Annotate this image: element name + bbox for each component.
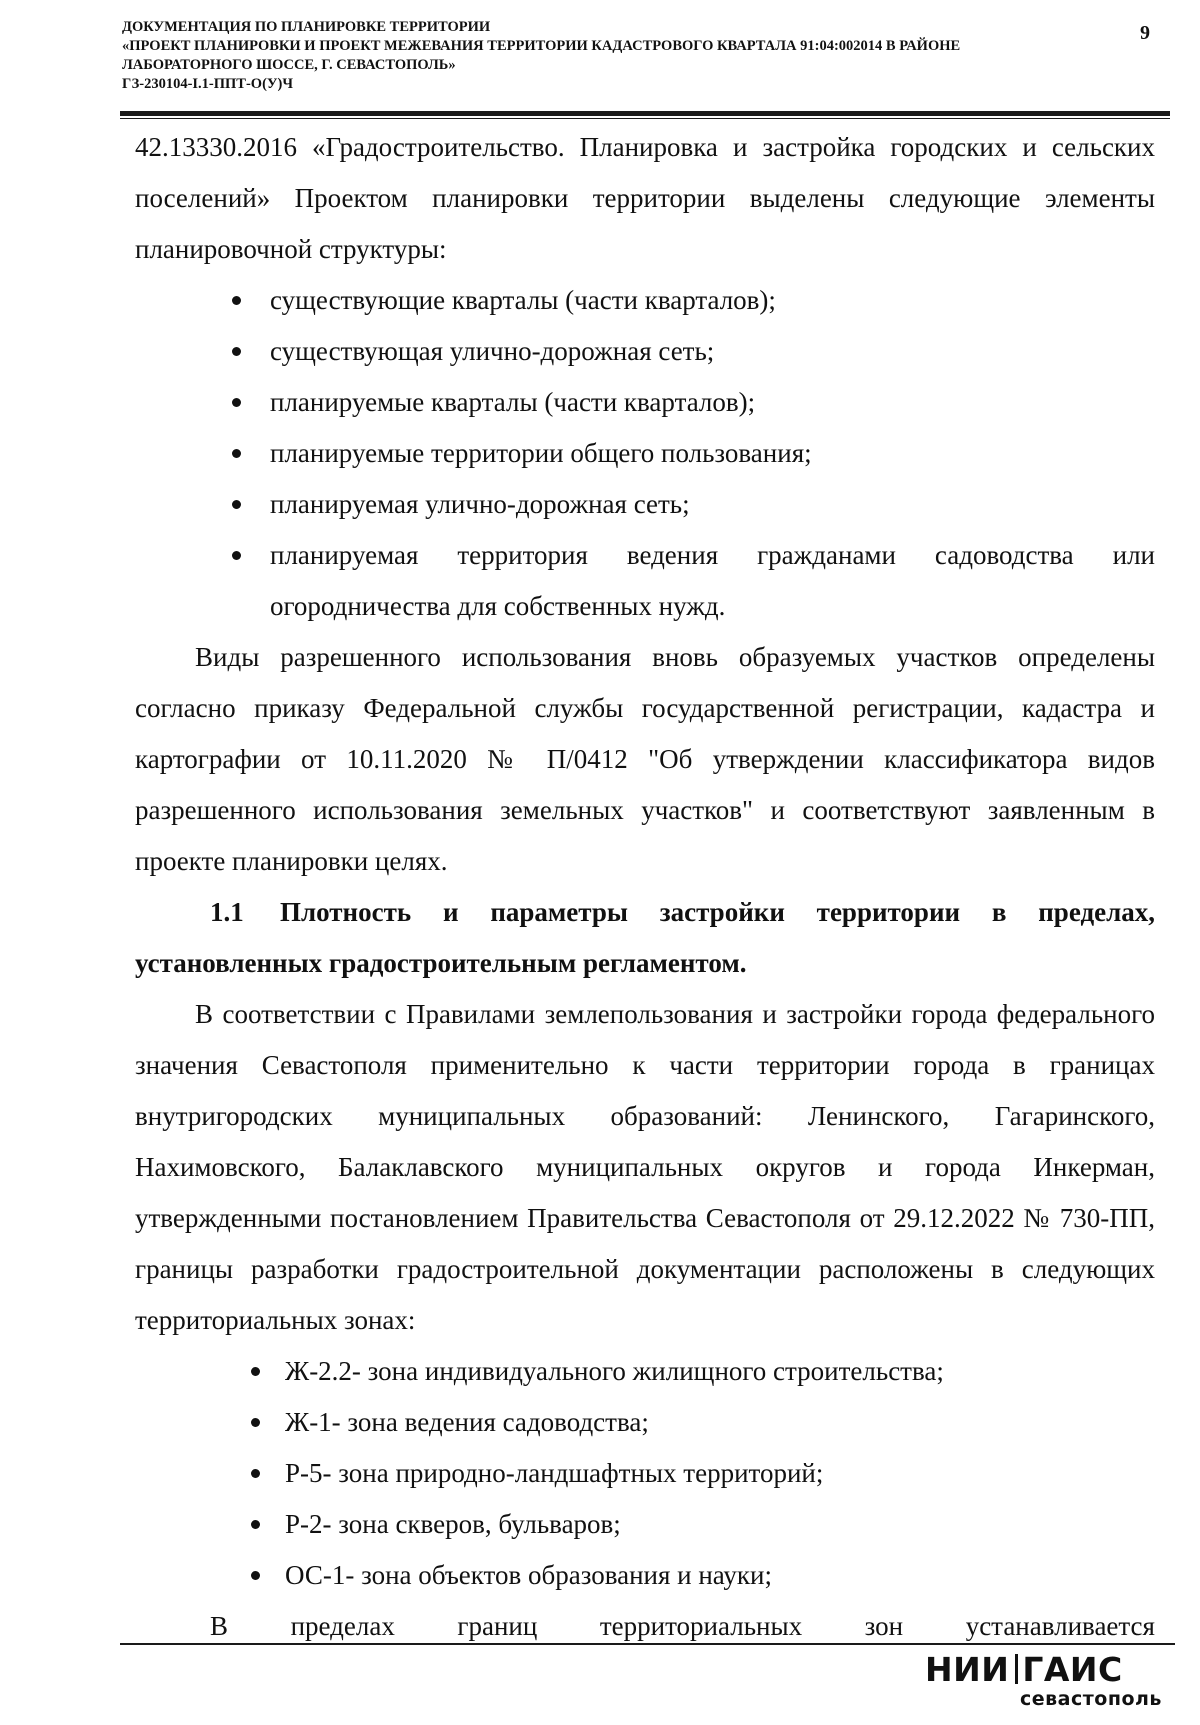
list-item: существующая улично-дорожная сеть; [135,326,1155,377]
section-number: 1.1 [210,897,244,927]
list-item: Р-2- зона скверов, бульваров; [135,1499,1155,1550]
list-item: существующие кварталы (части кварталов); [135,275,1155,326]
bullet-icon [232,449,241,458]
logo-separator [1015,1654,1018,1684]
bullet-icon [251,1469,260,1478]
logo-right-text: ГАИС [1022,1650,1123,1689]
header-code-line: ГЗ-230104-I.1-ППТ-О(У)Ч [122,76,294,92]
header-divider [120,111,1170,116]
list-item: планируемые территории общего пользования; [135,428,1155,479]
header-project-line: «ПРОЕКТ ПЛАНИРОВКИ И ПРОЕКТ МЕЖЕВАНИЯ ТЕРРИТОРИИ КАДАСТРОВОГО КВАРТАЛА 91:04:002014 В РАЙОНЕ [122,38,961,54]
bullet-icon [251,1367,260,1376]
bullet-icon [232,347,241,356]
bullet-icon [232,398,241,407]
nii-gais-logo [925,1650,1165,1720]
rules-paragraph: В соответствии с Правилами землепользования и застройки города федерального значения Севастополя применительно к части территории города в границах внутригородских муниципальных образований: Ленинского, Гагаринского, Нахимовского, Балаклавского муниципальных округов и города Инкерман, утвержденными постановлением Правительства Севастополя от 29.12.2022 № 730-ПП, границы разработки градостроительной документации расположены в следующих территориальных зонах: [135,999,1155,1335]
list-item: планируемые кварталы (части кварталов); [135,377,1155,428]
logo-wordmark [925,1650,1123,1689]
bullet-icon [232,500,241,509]
bullet-icon [232,296,241,305]
zones-list [135,1346,1155,1601]
bullet-icon [232,551,241,560]
structure-list [135,275,1155,632]
header-title-line: ДОКУМЕНТАЦИЯ ПО ПЛАНИРОВКЕ ТЕРРИТОРИИ [122,19,491,35]
list-item: Ж-1- зона ведения садоводства; [135,1397,1155,1448]
list-item: ОС-1- зона объектов образования и науки; [135,1550,1155,1601]
logo-left-text: НИИ [925,1650,1010,1689]
section-heading [135,887,1155,989]
bullet-icon [251,1418,260,1427]
bullet-icon [251,1571,260,1580]
header-location-line: ЛАБОРАТОРНОГО ШОССЕ, Г. СЕВАСТОПОЛЬ» [122,57,456,73]
continued-line: В пределах границ территориальных зон устанавливается [210,1611,1155,1641]
footer-divider [120,1643,1175,1645]
page-number: 9 [1140,22,1150,44]
document-header [122,18,1162,94]
logo-city: севастополь [1020,1688,1162,1710]
list-item: Ж-2.2- зона индивидуального жилищного строительства; [135,1346,1155,1397]
document-body [135,122,1155,1652]
list-item: планируемая территория ведения гражданами садоводства или огородничества для собственных нужд. [135,530,1155,632]
section-title: Плотность и параметры застройки территории в пределах, установленных градостроительным регламентом. [135,897,1155,978]
bullet-icon [251,1520,260,1529]
header-divider-thin [120,118,1170,119]
intro-paragraph: 42.13330.2016 «Градостроительство. Планировка и застройка городских и сельских поселений» Проектом планировки территории выделены следующие элементы планировочной структуры: [135,132,1155,264]
list-item: Р-5- зона природно-ландшафтных территорий; [135,1448,1155,1499]
usage-paragraph: Виды разрешенного использования вновь образуемых участков определены согласно приказу Федеральной службы государственной регистрации, кадастра и картографии от 10.11.2020 № П/0412 "Об утверждении классификатора видов разрешенного использования земельных участков" и соответствуют заявленным в проекте планировки целях. [135,642,1155,876]
list-item: планируемая улично-дорожная сеть; [135,479,1155,530]
